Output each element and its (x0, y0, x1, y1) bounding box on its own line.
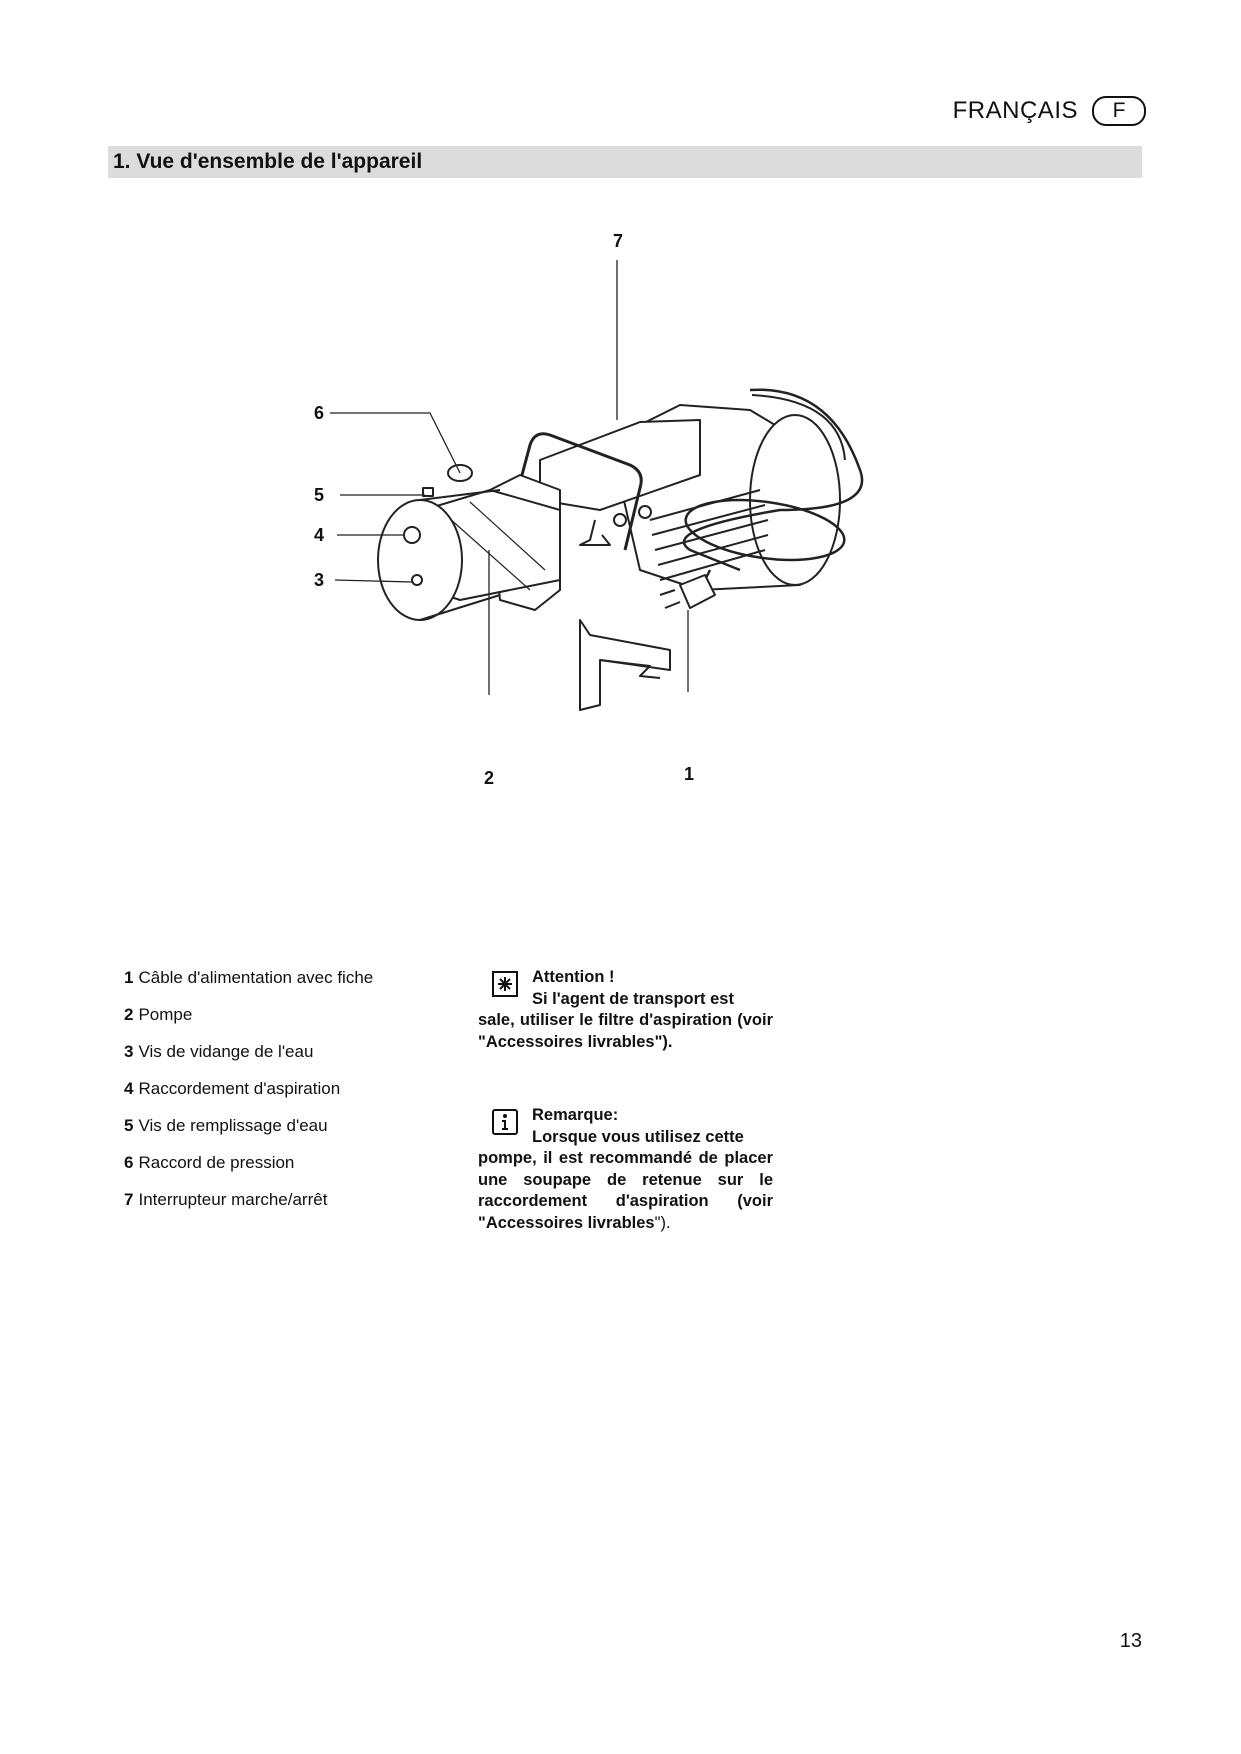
legend-label: Raccord de pression (138, 1153, 295, 1172)
parts-legend (124, 968, 454, 1227)
legend-item (124, 1116, 454, 1153)
pump-front-cylinder (378, 500, 462, 620)
warning-icon (492, 971, 518, 997)
callout-label-2: 2 (483, 768, 495, 788)
attention-title: Attention ! (532, 968, 615, 986)
info-icon (492, 1109, 518, 1135)
callout-line-6 (330, 413, 460, 473)
remark-title: Remarque: (532, 1106, 619, 1124)
pump-base-stand (580, 620, 670, 710)
legend-number: 6 (124, 1153, 134, 1172)
remark-notice (478, 1105, 773, 1234)
section-title: 1. Vue d'ensemble de l'appareil (113, 150, 423, 173)
legend-item (124, 1042, 454, 1079)
legend-label: Interrupteur marche/arrêt (138, 1190, 328, 1209)
callout-label-3: 3 (313, 570, 325, 590)
remark-body-tail: "). (654, 1213, 671, 1232)
legend-item (124, 968, 454, 1005)
language-label: FRANÇAIS (952, 97, 1078, 124)
callout-label-5: 5 (313, 485, 325, 505)
legend-label: Vis de vidange de l'eau (138, 1042, 314, 1061)
legend-item (124, 1153, 454, 1190)
legend-item (124, 1190, 454, 1227)
language-code-badge: F (1092, 96, 1146, 126)
attention-notice (478, 967, 773, 1053)
callout-label-7: 7 (612, 231, 624, 251)
legend-item (124, 1005, 454, 1042)
pump-drawing (140, 190, 1140, 980)
callout-label-6: 6 (313, 403, 325, 423)
remark-body-end: "Accessoires livrables (478, 1213, 655, 1232)
legend-number: 7 (124, 1190, 134, 1209)
callout-label-1: 1 (683, 764, 695, 784)
legend-number: 1 (124, 968, 134, 987)
legend-number: 3 (124, 1042, 134, 1061)
section-header (108, 146, 1142, 178)
attention-body-first: Si l'agent de transport est (532, 989, 734, 1008)
remark-body-first: Lorsque vous utilisez cette (532, 1127, 744, 1146)
legend-number: 2 (124, 1005, 134, 1024)
legend-item (124, 1079, 454, 1116)
callout-label-4: 4 (313, 525, 325, 545)
remark-body: pompe, il est recommandé de placer une soupape de retenue sur le raccordement d'aspiration (voir (478, 1149, 773, 1210)
suction-port (404, 527, 420, 543)
drain-screw (412, 575, 422, 585)
legend-number: 4 (124, 1079, 134, 1098)
attention-body: sale, utiliser le filtre d'aspiration (voir "Accessoires livrables"). (478, 1011, 773, 1051)
legend-number: 5 (124, 1116, 134, 1135)
language-indicator (953, 96, 1146, 126)
page-number: 13 (1119, 1630, 1142, 1652)
pump-illustration (140, 190, 1140, 980)
legend-label: Pompe (138, 1005, 193, 1024)
legend-label: Raccordement d'aspiration (138, 1079, 341, 1098)
legend-label: Vis de remplissage d'eau (138, 1116, 328, 1135)
legend-label: Câble d'alimentation avec fiche (138, 968, 374, 987)
